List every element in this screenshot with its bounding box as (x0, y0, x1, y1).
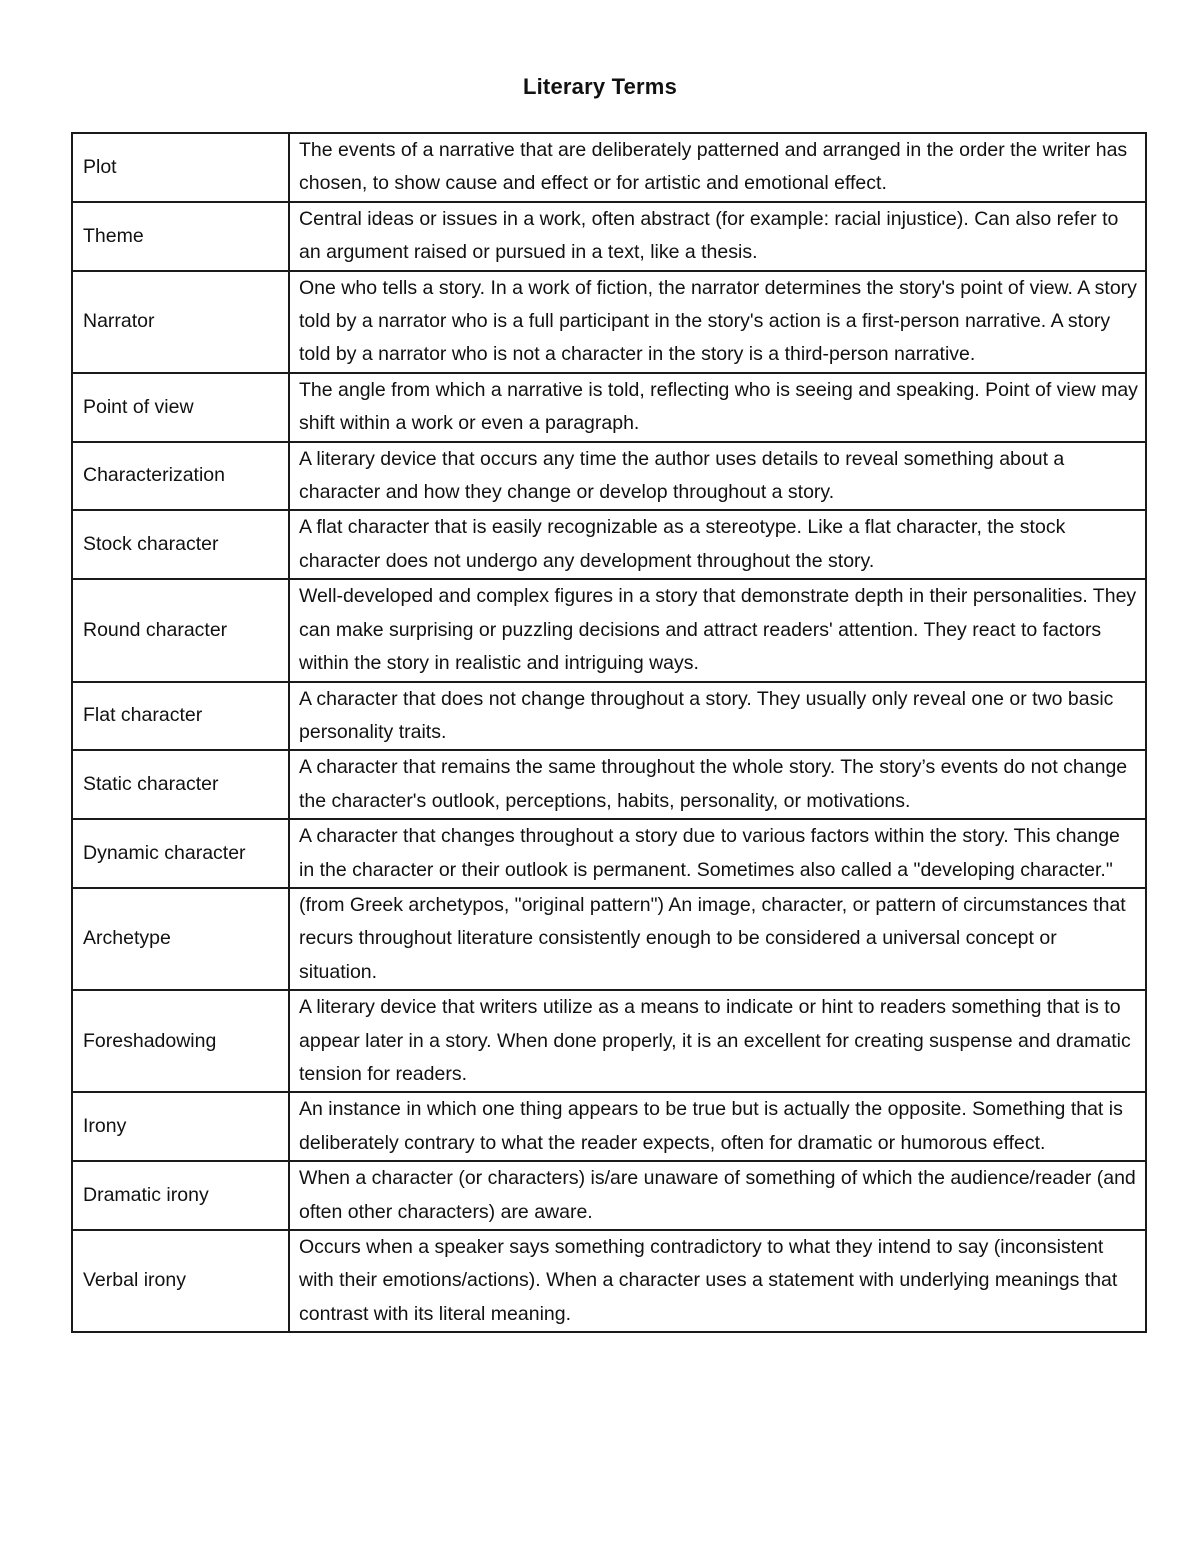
definition-cell: A character that does not change throughout a story. They usually only reveal one or two basic personality traits. (289, 682, 1146, 751)
table-row (72, 682, 1146, 751)
term-cell: Foreshadowing (72, 990, 289, 1092)
definition-cell: An instance in which one thing appears to be true but is actually the opposite. Something that is deliberately contrary to what the reader expects, often for dramatic or humorous effect. (289, 1092, 1146, 1161)
definition-cell: When a character (or characters) is/are unaware of something of which the audience/reader (and often other characters) are aware. (289, 1161, 1146, 1230)
table-row (72, 510, 1146, 579)
table-row (72, 133, 1146, 202)
table-row (72, 888, 1146, 990)
definition-cell: The angle from which a narrative is told, reflecting who is seeing and speaking. Point of view may shift within a work or even a paragraph. (289, 373, 1146, 442)
table-row (72, 1092, 1146, 1161)
definition-cell: A character that remains the same throughout the whole story. The story’s events do not change the character's outlook, perceptions, habits, personality, or motivations. (289, 750, 1146, 819)
term-cell: Narrator (72, 271, 289, 373)
definition-cell: One who tells a story. In a work of fiction, the narrator determines the story's point of view. A story told by a narrator who is a full participant in the story's action is a first-person narrative. A story told by a narrator who is not a character in the story is a third-person narrative. (289, 271, 1146, 373)
table-row (72, 1230, 1146, 1332)
table-row (72, 750, 1146, 819)
term-cell: Archetype (72, 888, 289, 990)
term-cell: Flat character (72, 682, 289, 751)
table-row (72, 442, 1146, 511)
definition-cell: Central ideas or issues in a work, often abstract (for example: racial injustice). Can also refer to an argument raised or pursued in a text, like a thesis. (289, 202, 1146, 271)
literary-terms-table (71, 132, 1147, 1333)
page-title: Literary Terms (522, 74, 678, 99)
definition-cell: (from Greek archetypos, "original pattern") An image, character, or pattern of circumstances that recurs throughout literature consistently enough to be considered a universal concept or situation. (289, 888, 1146, 990)
term-cell: Stock character (72, 510, 289, 579)
definition-cell: The events of a narrative that are deliberately patterned and arranged in the order the writer has chosen, to show cause and effect or for artistic and emotional effect. (289, 133, 1146, 202)
table-row (72, 990, 1146, 1092)
definition-cell: A literary device that occurs any time the author uses details to reveal something about a character and how they change or develop throughout a story. (289, 442, 1146, 511)
term-cell: Round character (72, 579, 289, 681)
definition-cell: Occurs when a speaker says something contradictory to what they intend to say (inconsistent with their emotions/actions). When a character uses a statement with underlying meanings that contrast with its literal meaning. (289, 1230, 1146, 1332)
table-row (72, 819, 1146, 888)
definition-cell: A flat character that is easily recognizable as a stereotype. Like a flat character, the stock character does not undergo any development throughout the story. (289, 510, 1146, 579)
table-row (72, 202, 1146, 271)
table-row (72, 579, 1146, 681)
table-row (72, 271, 1146, 373)
definition-cell: A literary device that writers utilize as a means to indicate or hint to readers something that is to appear later in a story. When done properly, it is an excellent for creating suspense and dramatic tension for readers. (289, 990, 1146, 1092)
table-row (72, 373, 1146, 442)
term-cell: Theme (72, 202, 289, 271)
term-cell: Characterization (72, 442, 289, 511)
term-cell: Point of view (72, 373, 289, 442)
term-cell: Verbal irony (72, 1230, 289, 1332)
term-cell: Dramatic irony (72, 1161, 289, 1230)
term-cell: Dynamic character (72, 819, 289, 888)
term-cell: Irony (72, 1092, 289, 1161)
table-row (72, 1161, 1146, 1230)
table-body (72, 133, 1146, 1332)
definition-cell: A character that changes throughout a story due to various factors within the story. This change in the character or their outlook is permanent. Sometimes also called a "developing character." (289, 819, 1146, 888)
term-cell: Static character (72, 750, 289, 819)
definition-cell: Well-developed and complex figures in a story that demonstrate depth in their personalities. They can make surprising or puzzling decisions and attract readers' attention. They react to factors within the story in realistic and intriguing ways. (289, 579, 1146, 681)
term-cell: Plot (72, 133, 289, 202)
